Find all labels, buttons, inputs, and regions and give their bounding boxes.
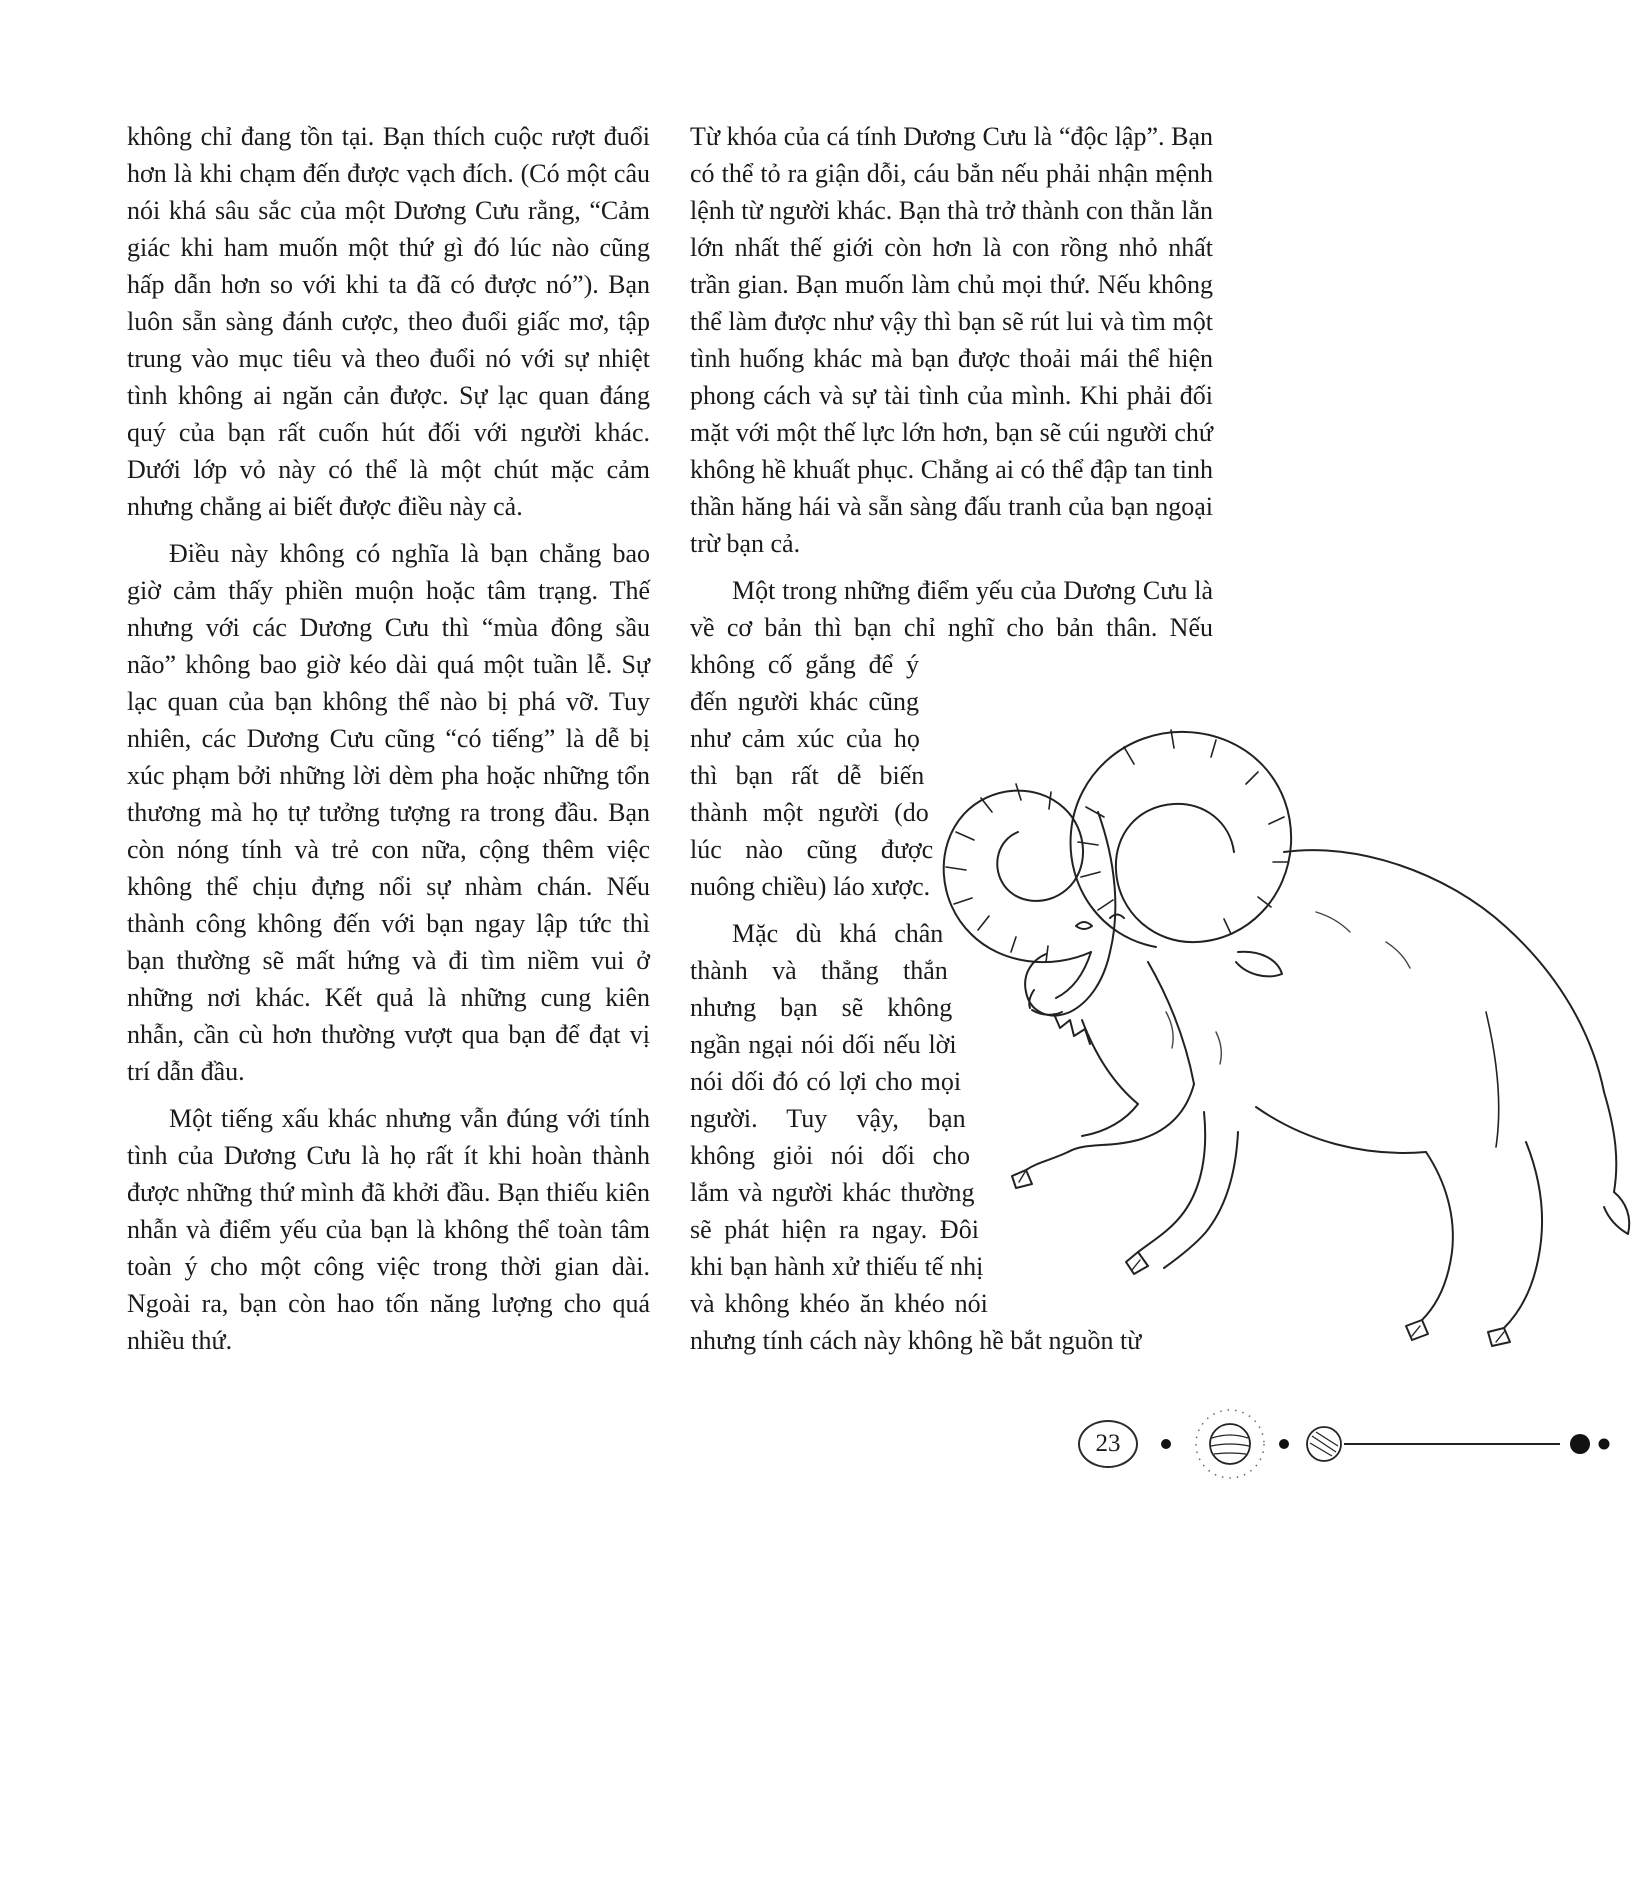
left-column bbox=[127, 118, 650, 1369]
large-dot-icon bbox=[1570, 1434, 1590, 1454]
footer-ornament bbox=[1152, 1402, 1632, 1486]
paragraph-text: Một trong những điểm yếu của Dương Cưu là về cơ bản thì bạn chỉ nghĩ cho bản thân. Nếu bbox=[690, 576, 1213, 642]
paragraph-text: không cố gắng để ý đến người khác cũng như cảm xúc của họ thì bạn rất dễ biến thành một người (do lúc nào cũng được nuông chiều) láo xược. bbox=[690, 650, 934, 901]
ram-ear-icon bbox=[1236, 952, 1282, 977]
paragraph: Điều này không có nghĩa là bạn chẳng bao giờ cảm thấy phiền muộn hoặc tâm trạng. Thế nhưng với các Dương Cưu thì “mùa đông sầu não” không bao giờ kéo dài quá một tuần lễ. Sự lạc quan của bạn không thể nào bị phá vỡ. Tuy nhiên, các Dương Cưu cũng “có tiếng” là dễ bị xúc phạm bởi những lời dèm pha hoặc những tổn thương mà họ tự tưởng tượng ra trong đầu. Bạn còn nóng tính và trẻ con nữa, cộng thêm việc không thể chịu đựng nổi sự nhàm chán. Nếu thành công không đến với bạn ngay lập tức thì bạn thường sẽ mất hứng và đi tìm niềm vui ở những nơi khác. Kết quả là những cung kiên nhẫn, cần cù hơn thường vượt qua bạn để đạt vị trí dẫn đầu. bbox=[127, 539, 650, 1086]
page-body bbox=[127, 118, 1213, 1369]
paragraph: không chỉ đang tồn tại. Bạn thích cuộc rượt đuổi hơn là khi chạm đến được vạch đích. (Có một câu nói khá sâu sắc của một Dương Cưu rằng, “Cảm giác khi ham muốn một thứ gì đó lúc nào cũng hấp dẫn hơn so với khi ta đã có được nó”). Bạn luôn sẵn sàng đánh cược, theo đuổi giấc mơ, tập trung vào mục tiêu và theo đuổi nó với sự nhiệt tình không ai ngăn cản được. Sự lạc quan đáng quý của bạn rất cuốn hút đối với người khác. Dưới lớp vỏ này có thể là một chút mặc cảm nhưng chẳng ai biết được điều này cả. bbox=[127, 122, 650, 521]
paragraph: Từ khóa của cá tính Dương Cưu là “độc lập”. Bạn có thể tỏ ra giận dỗi, cáu bẳn nếu phải nhận mệnh lệnh từ người khác. Bạn thà trở thành con thằn lằn lớn nhất thế giới còn hơn là con rồng nhỏ nhất trần gian. Bạn muốn làm chủ mọi thứ. Nếu không thể làm được như vậy thì bạn sẽ rút lui và tìm một tình huống khác mà bạn được thoải mái thể hiện phong cách và sự tài tình của mình. Khi phải đối mặt với một thế lực lớn hơn, bạn sẽ cúi người chứ không hề khuất phục. Chẳng ai có thể đập tan tinh thần hăng hái và sẵn sàng đấu tranh của bạn ngoại trừ bạn cả. bbox=[690, 122, 1213, 558]
ram-hoof-icon bbox=[1406, 1320, 1428, 1340]
paragraph: Mặc dù khá chân thành và thẳng thắn nhưng bạn sẽ không ngần ngại nói dối nếu lời nói dối đó có lợi cho mọi người. Tuy vậy, bạn không giỏi nói dối cho lắm và người khác thường sẽ phát hiện ra ngay. Đôi khi bạn hành xử thiếu tế nhị và không khéo ăn khéo nói nhưng tính cách này không hề bắt nguồn từ bbox=[690, 919, 1142, 1355]
right-column bbox=[690, 118, 1213, 1369]
dot-icon bbox=[1161, 1439, 1171, 1449]
paragraph bbox=[690, 572, 1213, 905]
ram-tail bbox=[1604, 1192, 1629, 1234]
ram-hind-legs bbox=[1406, 1142, 1542, 1346]
dot-icon bbox=[1599, 1439, 1610, 1450]
paragraph: Một tiếng xấu khác nhưng vẫn đúng với tính tình của Dương Cưu là họ rất ít khi hoàn thành được những thứ mình đã khởi đầu. Bạn thiếu kiên nhẫn và điểm yếu của bạn là không thể toàn tâm toàn ý cho một công việc trong thời gian dài. Ngoài ra, bạn còn hao tốn năng lượng cho quá nhiều thứ. bbox=[127, 1104, 650, 1355]
ram-hoof-icon bbox=[1488, 1328, 1510, 1346]
page-number-text: 23 bbox=[1095, 1430, 1121, 1457]
page-footer bbox=[1078, 1402, 1634, 1486]
page-number bbox=[1078, 1420, 1138, 1468]
dot-icon bbox=[1279, 1439, 1289, 1449]
